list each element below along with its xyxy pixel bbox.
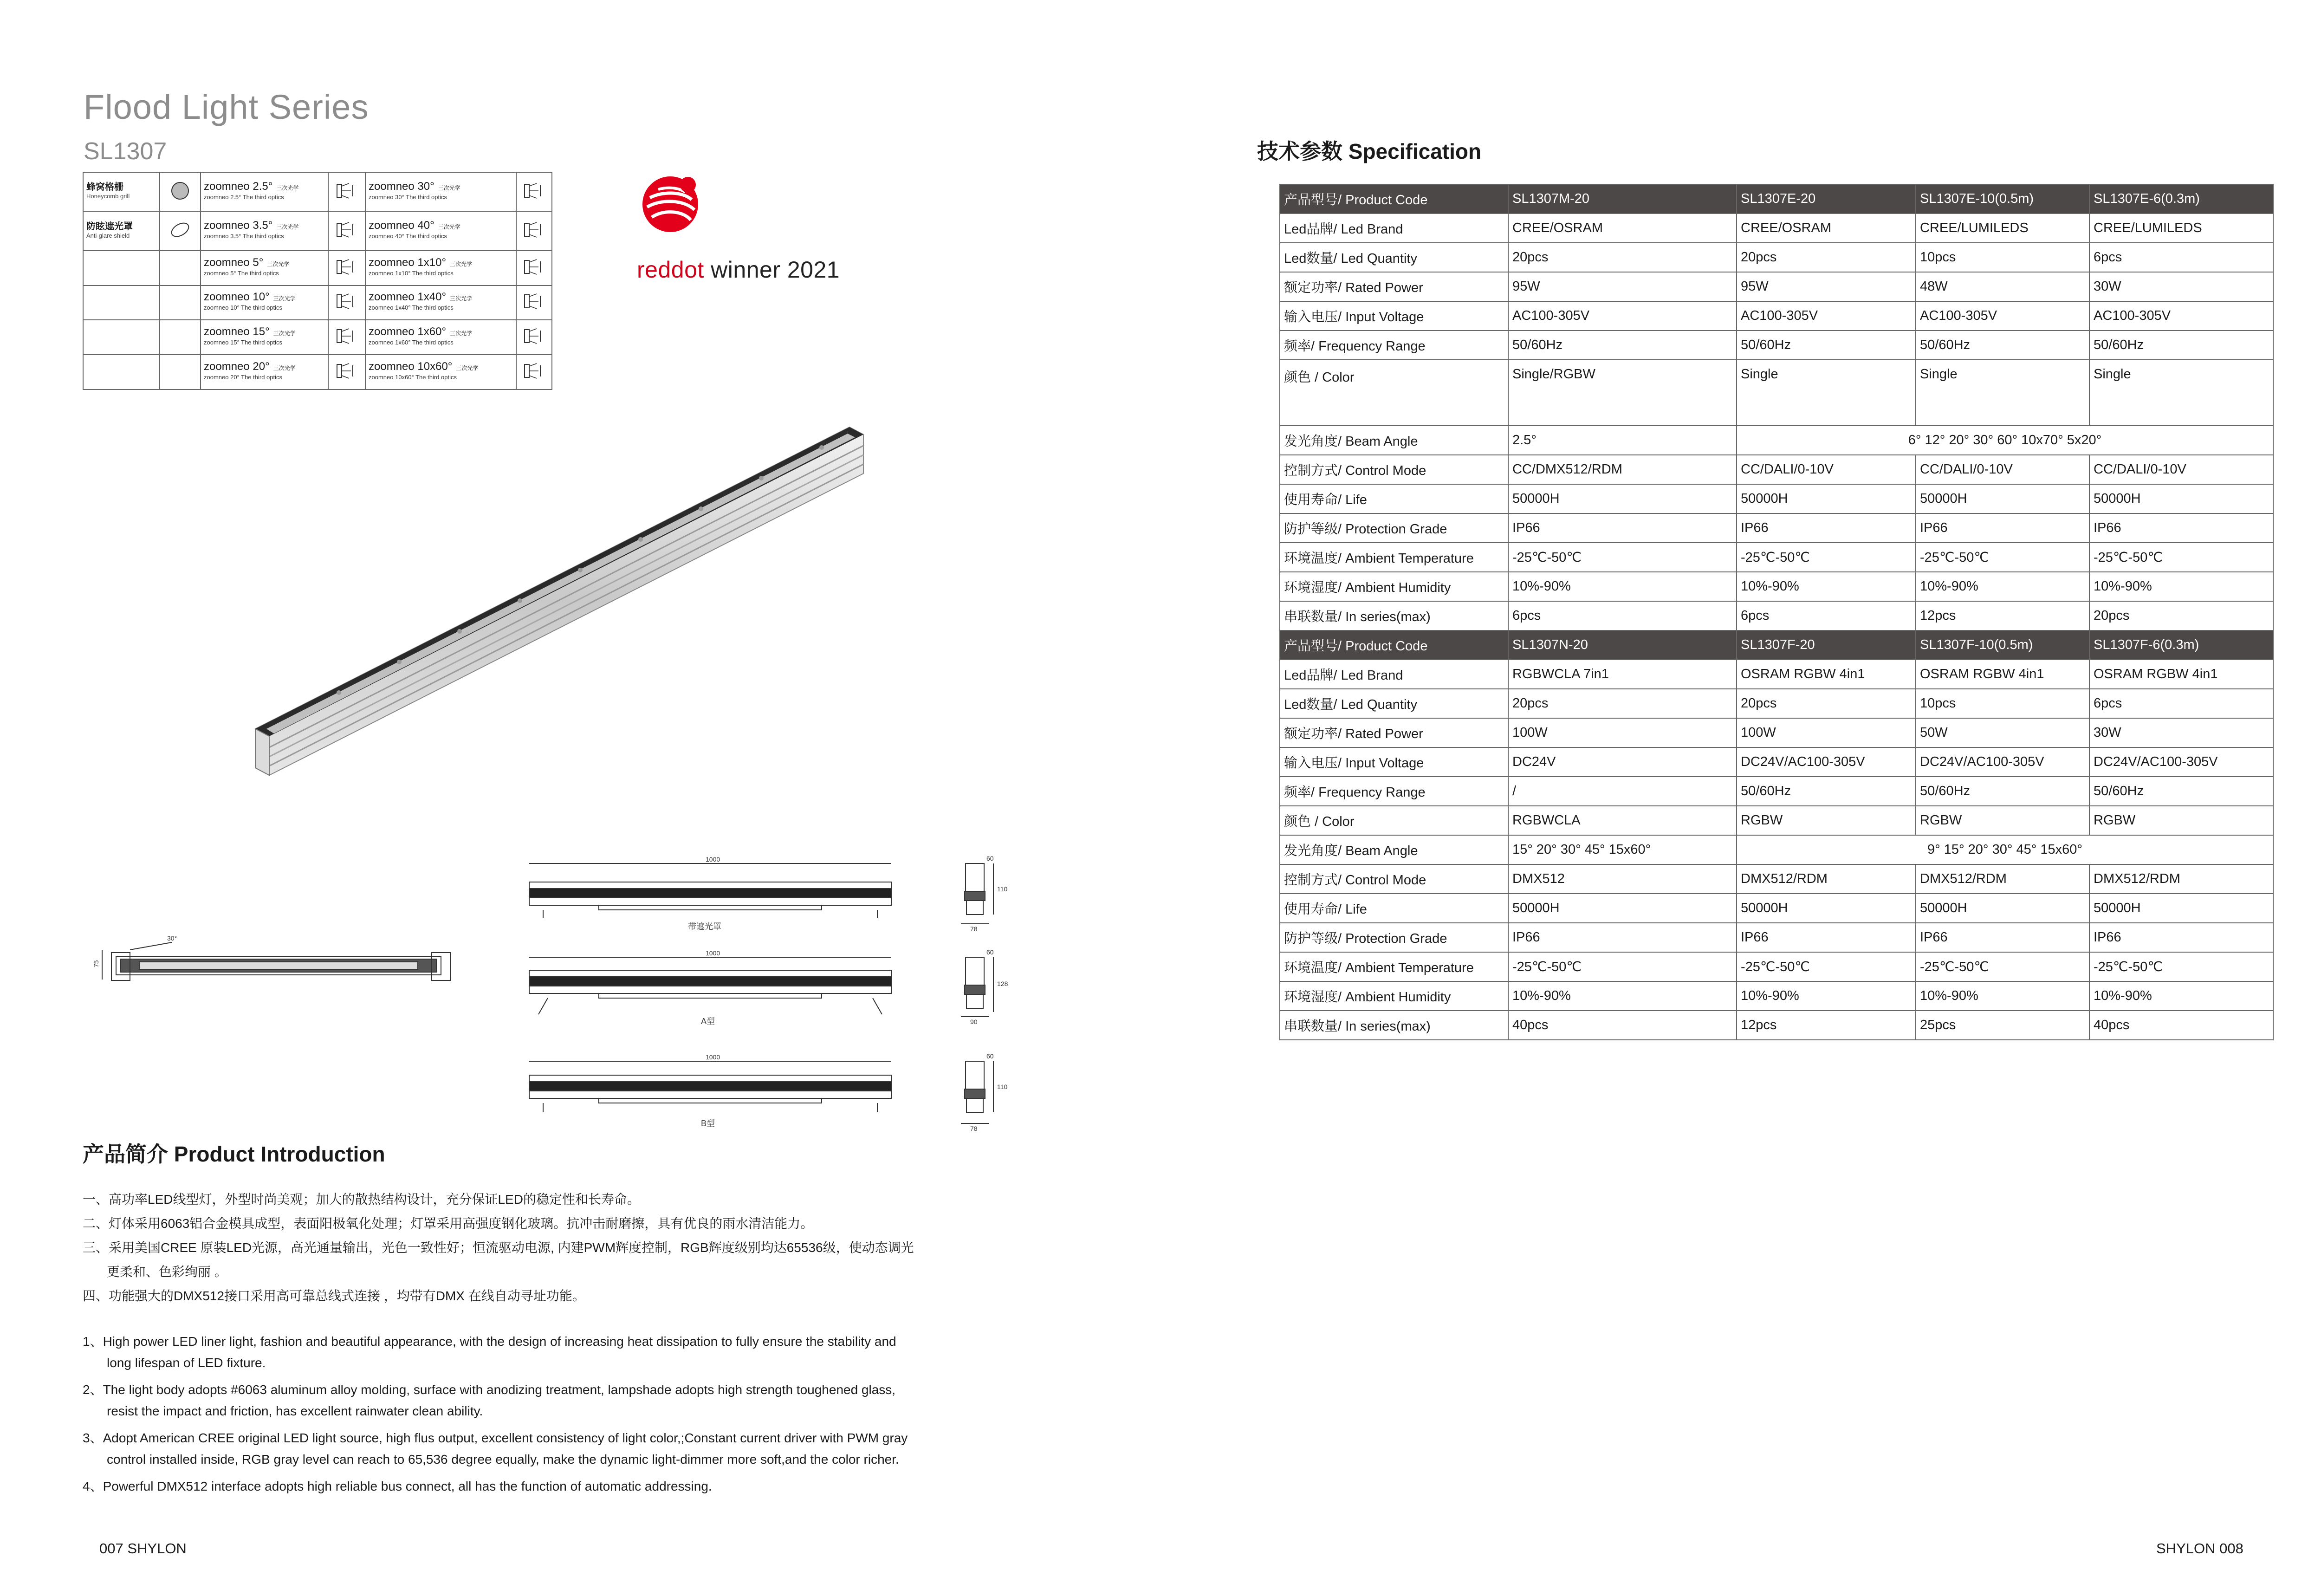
spec-value: 15° 20° 30° 45° 15x60° [1508, 835, 1737, 864]
spec-row [1280, 981, 2273, 1011]
accessory-table [83, 172, 552, 390]
spec-row [1280, 747, 2273, 777]
spec-label: Led品牌/ Led Brand [1280, 214, 1508, 243]
spec-value: CREE/LUMILEDS [2089, 214, 2273, 243]
spec-value: 10%-90% [1508, 981, 1737, 1011]
accessory-name [83, 251, 160, 285]
accessory-row [83, 355, 552, 389]
spec-value: 25pcs [1916, 1011, 2089, 1040]
spec-value: -25℃-50℃ [2089, 952, 2273, 981]
spec-row [1280, 777, 2273, 806]
spec-row [1280, 923, 2273, 952]
spec-value: 50/60Hz [1916, 331, 2089, 360]
accessory-thumb [160, 285, 201, 320]
optic-diagram-icon [516, 320, 552, 355]
accessory-row [83, 211, 552, 250]
spec-value: SL1307E-20 [1737, 184, 1916, 214]
dim-length-b: 1000 [706, 1053, 720, 1061]
page-number-left: 007 SHYLON [99, 1540, 187, 1557]
spec-value: DMX512/RDM [2089, 864, 2273, 894]
optic-diagram-icon [516, 172, 552, 211]
dim-height-1: 110 [997, 885, 1008, 893]
spec-value: IP66 [1737, 923, 1916, 952]
optic-diagram-icon [328, 320, 365, 355]
spec-value: 50000H [1737, 894, 1916, 923]
spec-value: 10%-90% [1508, 572, 1737, 601]
spec-value: DMX512 [1508, 864, 1737, 894]
spec-value: 6pcs [2089, 689, 2273, 718]
spec-value-merged: 9° 15° 20° 30° 45° 15x60° [1737, 835, 2273, 864]
spec-row [1280, 689, 2273, 718]
dim-width-1: 60 [986, 855, 994, 862]
spec-value: OSRAM RGBW 4in1 [1916, 660, 2089, 689]
dim-height-3: 110 [997, 1083, 1008, 1090]
accessory-row [83, 172, 552, 211]
spec-value: -25℃-50℃ [1916, 543, 2089, 572]
accessory-row [83, 320, 552, 355]
accessory-row [83, 251, 552, 285]
accessory-thumb [160, 355, 201, 389]
spec-label: 发光角度/ Beam Angle [1280, 835, 1508, 864]
spec-label: 环境温度/ Ambient Temperature [1280, 543, 1508, 572]
accessory-name: 蜂窝格栅 Honeycomb grill [83, 172, 160, 211]
spec-label: 产品型号/ Product Code [1280, 630, 1508, 660]
optic-diagram-icon [328, 251, 365, 285]
spec-value: DC24V/AC100-305V [2089, 747, 2273, 777]
spec-value: 2.5° [1508, 426, 1737, 455]
spec-value: 20pcs [1508, 689, 1737, 718]
spec-heading: 技术参数 Specification [1257, 139, 1482, 163]
spec-value: Single [1737, 360, 1916, 426]
spec-label: 输入电压/ Input Voltage [1280, 747, 1508, 777]
intro-cn-line: 三、采用美国CREE 原装LED光源，高光通量输出，光色一致性好；恒流驱动电源, 内建PWM辉度控制，RGB辉度级别均达65536级，使动态调光 [83, 1240, 914, 1255]
spec-value: 10pcs [1916, 243, 2089, 272]
spec-value: SL1307F-10(0.5m) [1916, 630, 2089, 660]
spec-value: DC24V [1508, 747, 1737, 777]
spec-row [1280, 360, 2273, 426]
spec-value: 50000H [1916, 484, 2089, 513]
spec-label: 产品型号/ Product Code [1280, 184, 1508, 214]
optic-cell: zoomneo 1x10° 三次光学 zoomneo 1x10° The third optics [365, 251, 516, 285]
spec-value: IP66 [1737, 513, 1916, 543]
dim-base-1: 78 [970, 925, 978, 933]
spec-row [1280, 1011, 2273, 1040]
spec-row [1280, 660, 2273, 689]
spec-row [1280, 243, 2273, 272]
spec-value: CREE/LUMILEDS [1916, 214, 2089, 243]
spec-value: 12pcs [1737, 1011, 1916, 1040]
spec-value: DC24V/AC100-305V [1737, 747, 1916, 777]
optic-cell: zoomneo 3.5° 三次光学 zoomneo 3.5° The third optics [201, 211, 328, 250]
spec-value: AC100-305V [2089, 301, 2273, 331]
spec-label: 发光角度/ Beam Angle [1280, 426, 1508, 455]
spec-value: 10%-90% [1916, 572, 2089, 601]
spec-value: -25℃-50℃ [1916, 952, 2089, 981]
spec-value: CREE/OSRAM [1508, 214, 1737, 243]
spec-value: CC/DALI/0-10V [1916, 455, 2089, 484]
spec-value: 10%-90% [1916, 981, 2089, 1011]
intro-en-line: resist the impact and friction, has excellent rainwater clean ability. [107, 1404, 483, 1418]
spec-value: 50000H [2089, 484, 2273, 513]
label-a-type: A型 [701, 1017, 715, 1026]
spec-value: DMX512/RDM [1737, 864, 1916, 894]
optic-diagram-icon [516, 211, 552, 250]
accessory-thumb [160, 320, 201, 355]
optic-cell: zoomneo 10x60° 三次光学 zoomneo 10x60° The third optics [365, 355, 516, 389]
spec-value: 10%-90% [2089, 572, 2273, 601]
spec-label: Led数量/ Led Quantity [1280, 689, 1508, 718]
optic-cell: zoomneo 5° 三次光学 zoomneo 5° The third optics [201, 251, 328, 285]
spec-value: 50/60Hz [1737, 777, 1916, 806]
spec-label: 额定功率/ Rated Power [1280, 272, 1508, 301]
spec-label: 串联数量/ In series(max) [1280, 601, 1508, 630]
spec-value: 40pcs [1508, 1011, 1737, 1040]
spec-value: 10%-90% [2089, 981, 2273, 1011]
intro-en-line: long lifespan of LED fixture. [107, 1356, 266, 1370]
spec-row [1280, 864, 2273, 894]
spec-label: 使用寿命/ Life [1280, 894, 1508, 923]
spec-value: 30W [2089, 272, 2273, 301]
spec-header-row [1280, 630, 2273, 660]
spec-value: SL1307N-20 [1508, 630, 1737, 660]
spec-value: 50/60Hz [1508, 331, 1737, 360]
spec-label: 频率/ Frequency Range [1280, 331, 1508, 360]
spec-value: 20pcs [1737, 243, 1916, 272]
dim-base-3: 78 [970, 1125, 978, 1132]
intro-en-line: 1、High power LED liner light, fashion and beautiful appearance, with the design of increasing heat dissipation to fully ensure the stability and [83, 1334, 896, 1349]
spec-row [1280, 301, 2273, 331]
spec-value: IP66 [2089, 513, 2273, 543]
spec-label: Led数量/ Led Quantity [1280, 243, 1508, 272]
spec-label: 使用寿命/ Life [1280, 484, 1508, 513]
spec-value: -25℃-50℃ [1737, 952, 1916, 981]
spec-value: / [1508, 777, 1737, 806]
spec-value: RGBW [1737, 806, 1916, 835]
spec-label: 防护等级/ Protection Grade [1280, 923, 1508, 952]
spec-label: 颜色 / Color [1280, 360, 1508, 426]
spec-value: DMX512/RDM [1916, 864, 2089, 894]
spec-value: -25℃-50℃ [2089, 543, 2273, 572]
dim-length-a: 1000 [706, 949, 720, 957]
spec-value: AC100-305V [1508, 301, 1737, 331]
optic-diagram-icon [328, 211, 365, 250]
series-title: Flood Light Series [84, 88, 369, 126]
optic-diagram-icon [328, 285, 365, 320]
reddot-logo-icon [640, 173, 703, 238]
spec-value: SL1307M-20 [1508, 184, 1737, 214]
dim-height-2: 128 [997, 980, 1008, 987]
page-number-right: SHYLON 008 [2156, 1540, 2243, 1557]
spec-row [1280, 455, 2273, 484]
spec-value: 50/60Hz [2089, 331, 2273, 360]
intro-cn-line: 四、功能强大的DMX512接口采用高可靠总线式连接 ，均带有DMX 在线自动寻址功能。 [83, 1289, 585, 1303]
spec-value: RGBWCLA 7in1 [1508, 660, 1737, 689]
intro-en-line: 4、Powerful DMX512 interface adopts high reliable bus connect, all has the function of automatic addressing. [83, 1479, 712, 1493]
spec-label: 频率/ Frequency Range [1280, 777, 1508, 806]
intro-en-line: 3、Adopt American CREE original LED light source, high flus output, excellent consistency of light color,;Constant current driver with PWM gray [83, 1431, 908, 1445]
intro-en-line: control installed inside, RGB gray level can reach to 65,536 degree equally, make the dynamic light-dimmer more soft,and the color richer. [107, 1452, 899, 1466]
spec-header-row [1280, 184, 2273, 214]
accessory-thumb [160, 251, 201, 285]
spec-value: AC100-305V [1737, 301, 1916, 331]
spec-value: 50W [1916, 718, 2089, 747]
spec-row [1280, 718, 2273, 747]
spec-row [1280, 806, 2273, 835]
spec-value: 50000H [1916, 894, 2089, 923]
spec-row [1280, 214, 2273, 243]
spec-label: Led品牌/ Led Brand [1280, 660, 1508, 689]
optic-cell: zoomneo 15° 三次光学 zoomneo 15° The third optics [201, 320, 328, 355]
accessory-name [83, 285, 160, 320]
spec-label: 颜色 / Color [1280, 806, 1508, 835]
spec-value: 10%-90% [1737, 572, 1916, 601]
spec-row [1280, 484, 2273, 513]
spec-value: SL1307E-10(0.5m) [1916, 184, 2089, 214]
intro-en-line: 2、The light body adopts #6063 aluminum alloy molding, surface with anodizing treatment, lampshade adopts high strength toughened glass, [83, 1382, 896, 1397]
intro-heading: 产品简介 Product Introduction [83, 1142, 385, 1166]
accessory-thumb [160, 211, 201, 250]
optic-diagram-icon [516, 251, 552, 285]
spec-value: 100W [1737, 718, 1916, 747]
optic-cell: zoomneo 40° 三次光学 zoomneo 40° The third optics [365, 211, 516, 250]
spec-value: 48W [1916, 272, 2089, 301]
dim-width-2: 60 [986, 948, 994, 956]
intro-cn-line: 一、高功率LED线型灯，外型时尚美观；加大的散热结构设计，充分保证LED的稳定性和长寿命。 [83, 1192, 640, 1207]
spec-row-beam-angle [1280, 426, 2273, 455]
dim-length-shield: 1000 [706, 856, 720, 863]
spec-value: CREE/OSRAM [1737, 214, 1916, 243]
spec-value: 50000H [2089, 894, 2273, 923]
spec-value: 50/60Hz [1737, 331, 1916, 360]
optic-diagram-icon [328, 355, 365, 389]
spec-label: 环境湿度/ Ambient Humidity [1280, 981, 1508, 1011]
spec-value: -25℃-50℃ [1737, 543, 1916, 572]
spec-value: IP66 [1508, 923, 1737, 952]
spec-value: 20pcs [2089, 601, 2273, 630]
optic-diagram-icon [516, 285, 552, 320]
intro-cn-line: 二、灯体采用6063铝合金模具成型，表面阳极氧化处理；灯罩采用高强度钢化玻璃。抗冲击耐磨擦，具有优良的雨水清洁能力。 [83, 1216, 814, 1231]
spec-value: 20pcs [1737, 689, 1916, 718]
spec-label: 输入电压/ Input Voltage [1280, 301, 1508, 331]
spec-value: 40pcs [2089, 1011, 2273, 1040]
spec-value: SL1307F-20 [1737, 630, 1916, 660]
accessory-name: 防眩遮光罩 Anti-glare shield [83, 211, 160, 250]
spec-value: 20pcs [1508, 243, 1737, 272]
spec-value-merged: 6° 12° 20° 30° 60° 10x70° 5x20° [1737, 426, 2273, 455]
dim-base-2: 90 [970, 1018, 978, 1025]
spec-value: Single/RGBW [1508, 360, 1737, 426]
spec-row [1280, 331, 2273, 360]
spec-label: 控制方式/ Control Mode [1280, 864, 1508, 894]
intro-cn-line: 更柔和、色彩绚丽 。 [107, 1265, 227, 1279]
dim-width-3: 60 [986, 1052, 994, 1060]
spec-value: 10pcs [1916, 689, 2089, 718]
accessory-thumb [160, 172, 201, 211]
spec-value: Single [2089, 360, 2273, 426]
spec-value: 50000H [1508, 484, 1737, 513]
accessory-row [83, 285, 552, 320]
spec-value: SL1307E-6(0.3m) [2089, 184, 2273, 214]
spec-value: 6pcs [2089, 243, 2273, 272]
spec-value: 100W [1508, 718, 1737, 747]
spec-value: 12pcs [1916, 601, 2089, 630]
spec-value: RGBW [1916, 806, 2089, 835]
label-shield: 带遮光罩 [688, 922, 721, 931]
spec-value: 50/60Hz [2089, 777, 2273, 806]
dim-angle: 30° [167, 934, 177, 942]
optic-diagram-icon [328, 172, 365, 211]
spec-value: CC/DALI/0-10V [1737, 455, 1916, 484]
spec-value: IP66 [1916, 923, 2089, 952]
spec-row [1280, 272, 2273, 301]
optic-cell: zoomneo 20° 三次光学 zoomneo 20° The third optics [201, 355, 328, 389]
spec-value: 95W [1737, 272, 1916, 301]
product-image [246, 418, 887, 789]
spec-value: -25℃-50℃ [1508, 543, 1737, 572]
spec-value: AC100-305V [1916, 301, 2089, 331]
technical-drawings [92, 854, 1049, 1133]
optic-cell: zoomneo 2.5° 三次光学 zoomneo 2.5° The third optics [201, 172, 328, 211]
spec-value: 10%-90% [1737, 981, 1916, 1011]
spec-value: 50000H [1737, 484, 1916, 513]
optic-cell: zoomneo 30° 三次光学 zoomneo 30° The third optics [365, 172, 516, 211]
optic-cell: zoomneo 1x40° 三次光学 zoomneo 1x40° The third optics [365, 285, 516, 320]
spec-label: 防护等级/ Protection Grade [1280, 513, 1508, 543]
spec-label: 控制方式/ Control Mode [1280, 455, 1508, 484]
spec-value: RGBWCLA [1508, 806, 1737, 835]
spec-row [1280, 543, 2273, 572]
spec-row [1280, 952, 2273, 981]
spec-row [1280, 572, 2273, 601]
spec-value: 30W [2089, 718, 2273, 747]
spec-row [1280, 513, 2273, 543]
reddot-award-text: reddot winner 2021 [637, 257, 840, 283]
spec-table [1279, 184, 2274, 1040]
label-b-type: B型 [701, 1119, 715, 1128]
spec-value: 50000H [1508, 894, 1737, 923]
spec-value: CC/DMX512/RDM [1508, 455, 1737, 484]
spec-value: Single [1916, 360, 2089, 426]
spec-value: SL1307F-6(0.3m) [2089, 630, 2273, 660]
spec-label: 环境湿度/ Ambient Humidity [1280, 572, 1508, 601]
anti-glare-shield-icon [168, 219, 193, 240]
optic-diagram-icon [516, 355, 552, 389]
accessory-name [83, 320, 160, 355]
spec-label: 额定功率/ Rated Power [1280, 718, 1508, 747]
spec-row [1280, 894, 2273, 923]
spec-value: OSRAM RGBW 4in1 [2089, 660, 2273, 689]
spec-row [1280, 601, 2273, 630]
spec-value: 6pcs [1737, 601, 1916, 630]
optic-cell: zoomneo 10° 三次光学 zoomneo 10° The third optics [201, 285, 328, 320]
spec-value: RGBW [2089, 806, 2273, 835]
model-title: SL1307 [84, 138, 167, 165]
spec-value: IP66 [1508, 513, 1737, 543]
accessory-name [83, 355, 160, 389]
spec-value: DC24V/AC100-305V [1916, 747, 2089, 777]
spec-value: CC/DALI/0-10V [2089, 455, 2273, 484]
spec-value: IP66 [2089, 923, 2273, 952]
spec-label: 串联数量/ In series(max) [1280, 1011, 1508, 1040]
dim-side-height: 75 [92, 960, 100, 967]
spec-row-beam-angle [1280, 835, 2273, 864]
spec-value: OSRAM RGBW 4in1 [1737, 660, 1916, 689]
honeycomb-grill-icon [169, 180, 192, 201]
spec-value: 50/60Hz [1916, 777, 2089, 806]
spec-value: 95W [1508, 272, 1737, 301]
spec-label: 环境温度/ Ambient Temperature [1280, 952, 1508, 981]
spec-value: 6pcs [1508, 601, 1737, 630]
spec-value: -25℃-50℃ [1508, 952, 1737, 981]
optic-cell: zoomneo 1x60° 三次光学 zoomneo 1x60° The third optics [365, 320, 516, 355]
spec-value: IP66 [1916, 513, 2089, 543]
